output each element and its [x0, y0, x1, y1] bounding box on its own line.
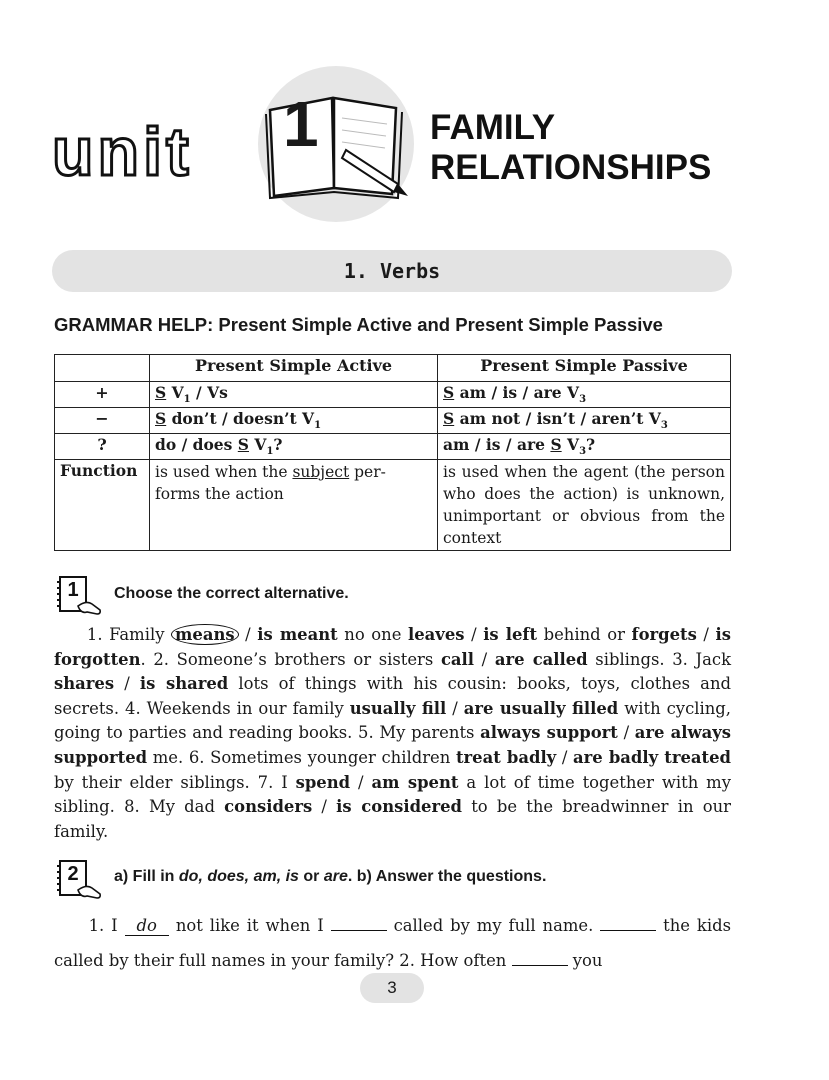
- unit-word: unit: [52, 114, 193, 190]
- table-header-active: Present Simple Active: [150, 355, 438, 382]
- function-label: Function: [55, 460, 150, 551]
- cell-active-affirmative: S $V_1$ / Vs: [150, 382, 438, 408]
- unit-title-line2: RELATIONSHIPS: [430, 148, 712, 187]
- cell-active-negative: S don’t / doesn’t $V_1$: [150, 408, 438, 434]
- exercise2-number: 2: [67, 863, 79, 885]
- blank[interactable]: [331, 916, 387, 931]
- table-corner: [55, 355, 150, 382]
- exercise1-number: 1: [67, 579, 79, 601]
- blank[interactable]: [512, 951, 568, 966]
- grammar-help-title: GRAMMAR HELP: Present Simple Active and Present Simple Passive: [54, 314, 663, 335]
- notepad-icon: [56, 856, 102, 902]
- table-row: [55, 434, 731, 460]
- passive-function: is used when the agent (the person who does the action) is unknown, unimportant or obvious from the context: [438, 460, 731, 551]
- section-title: 1. Verbs: [52, 250, 732, 292]
- grammar-table: [54, 354, 731, 551]
- table-header-passive: Present Simple Passive: [438, 355, 731, 382]
- active-function: is used when the subject per- forms the action: [150, 460, 438, 551]
- exercise2-instruction: a) Fill in do, does, am, is or are. b) Answer the questions.: [114, 868, 547, 885]
- cell-active-question: do / does S $V_1$?: [150, 434, 438, 460]
- page-number: 3: [360, 973, 424, 1003]
- cell-passive-affirmative: S am / is / are $V_3$: [438, 382, 731, 408]
- unit-number: 1: [283, 88, 319, 160]
- exercise2-text: 1. I do not like it when I called by my full name. the kids called by their full names in your family? 2. How often you: [54, 916, 731, 970]
- symbol-question: ?: [55, 434, 150, 460]
- symbol-plus: +: [55, 382, 150, 408]
- cell-passive-negative: S am not / isn’t / aren’t $V_3$: [438, 408, 731, 434]
- symbol-minus: −: [55, 408, 150, 434]
- table-row: [55, 408, 731, 434]
- notepad-icon: [56, 572, 102, 618]
- example-answer: do: [125, 916, 169, 936]
- exercise1-instruction: Choose the correct alternative.: [114, 585, 349, 602]
- exercise1-text: 1. Family means / is meant no one leaves / is left behind or forgets / is forgotten. 2. Someone’s brothers or sisters call / are called siblings. 3. Jack shares / is shared lots of things with his cousin: books, toys, clothes and secrets. 4. Weekends in our family usually fill / are usually filled with cycling, going to parties and reading books. 5. My parents always support / are always supported me. 6. Sometimes younger children treat badly / are badly treated by their elder siblings. 7. I spend / am spent a lot of time together with my sibling. 8. My dad considers / is considered to be the breadwinner in our family.: [54, 625, 732, 841]
- blank[interactable]: [600, 916, 656, 931]
- unit-title: [430, 108, 711, 188]
- hand-icon: [78, 602, 100, 614]
- table-row: [55, 460, 731, 551]
- table-row: [55, 382, 731, 408]
- cell-passive-question: am / is / are S $V_3$?: [438, 434, 731, 460]
- hand-icon: [78, 886, 100, 898]
- unit-title-line1: FAMILY: [430, 108, 556, 147]
